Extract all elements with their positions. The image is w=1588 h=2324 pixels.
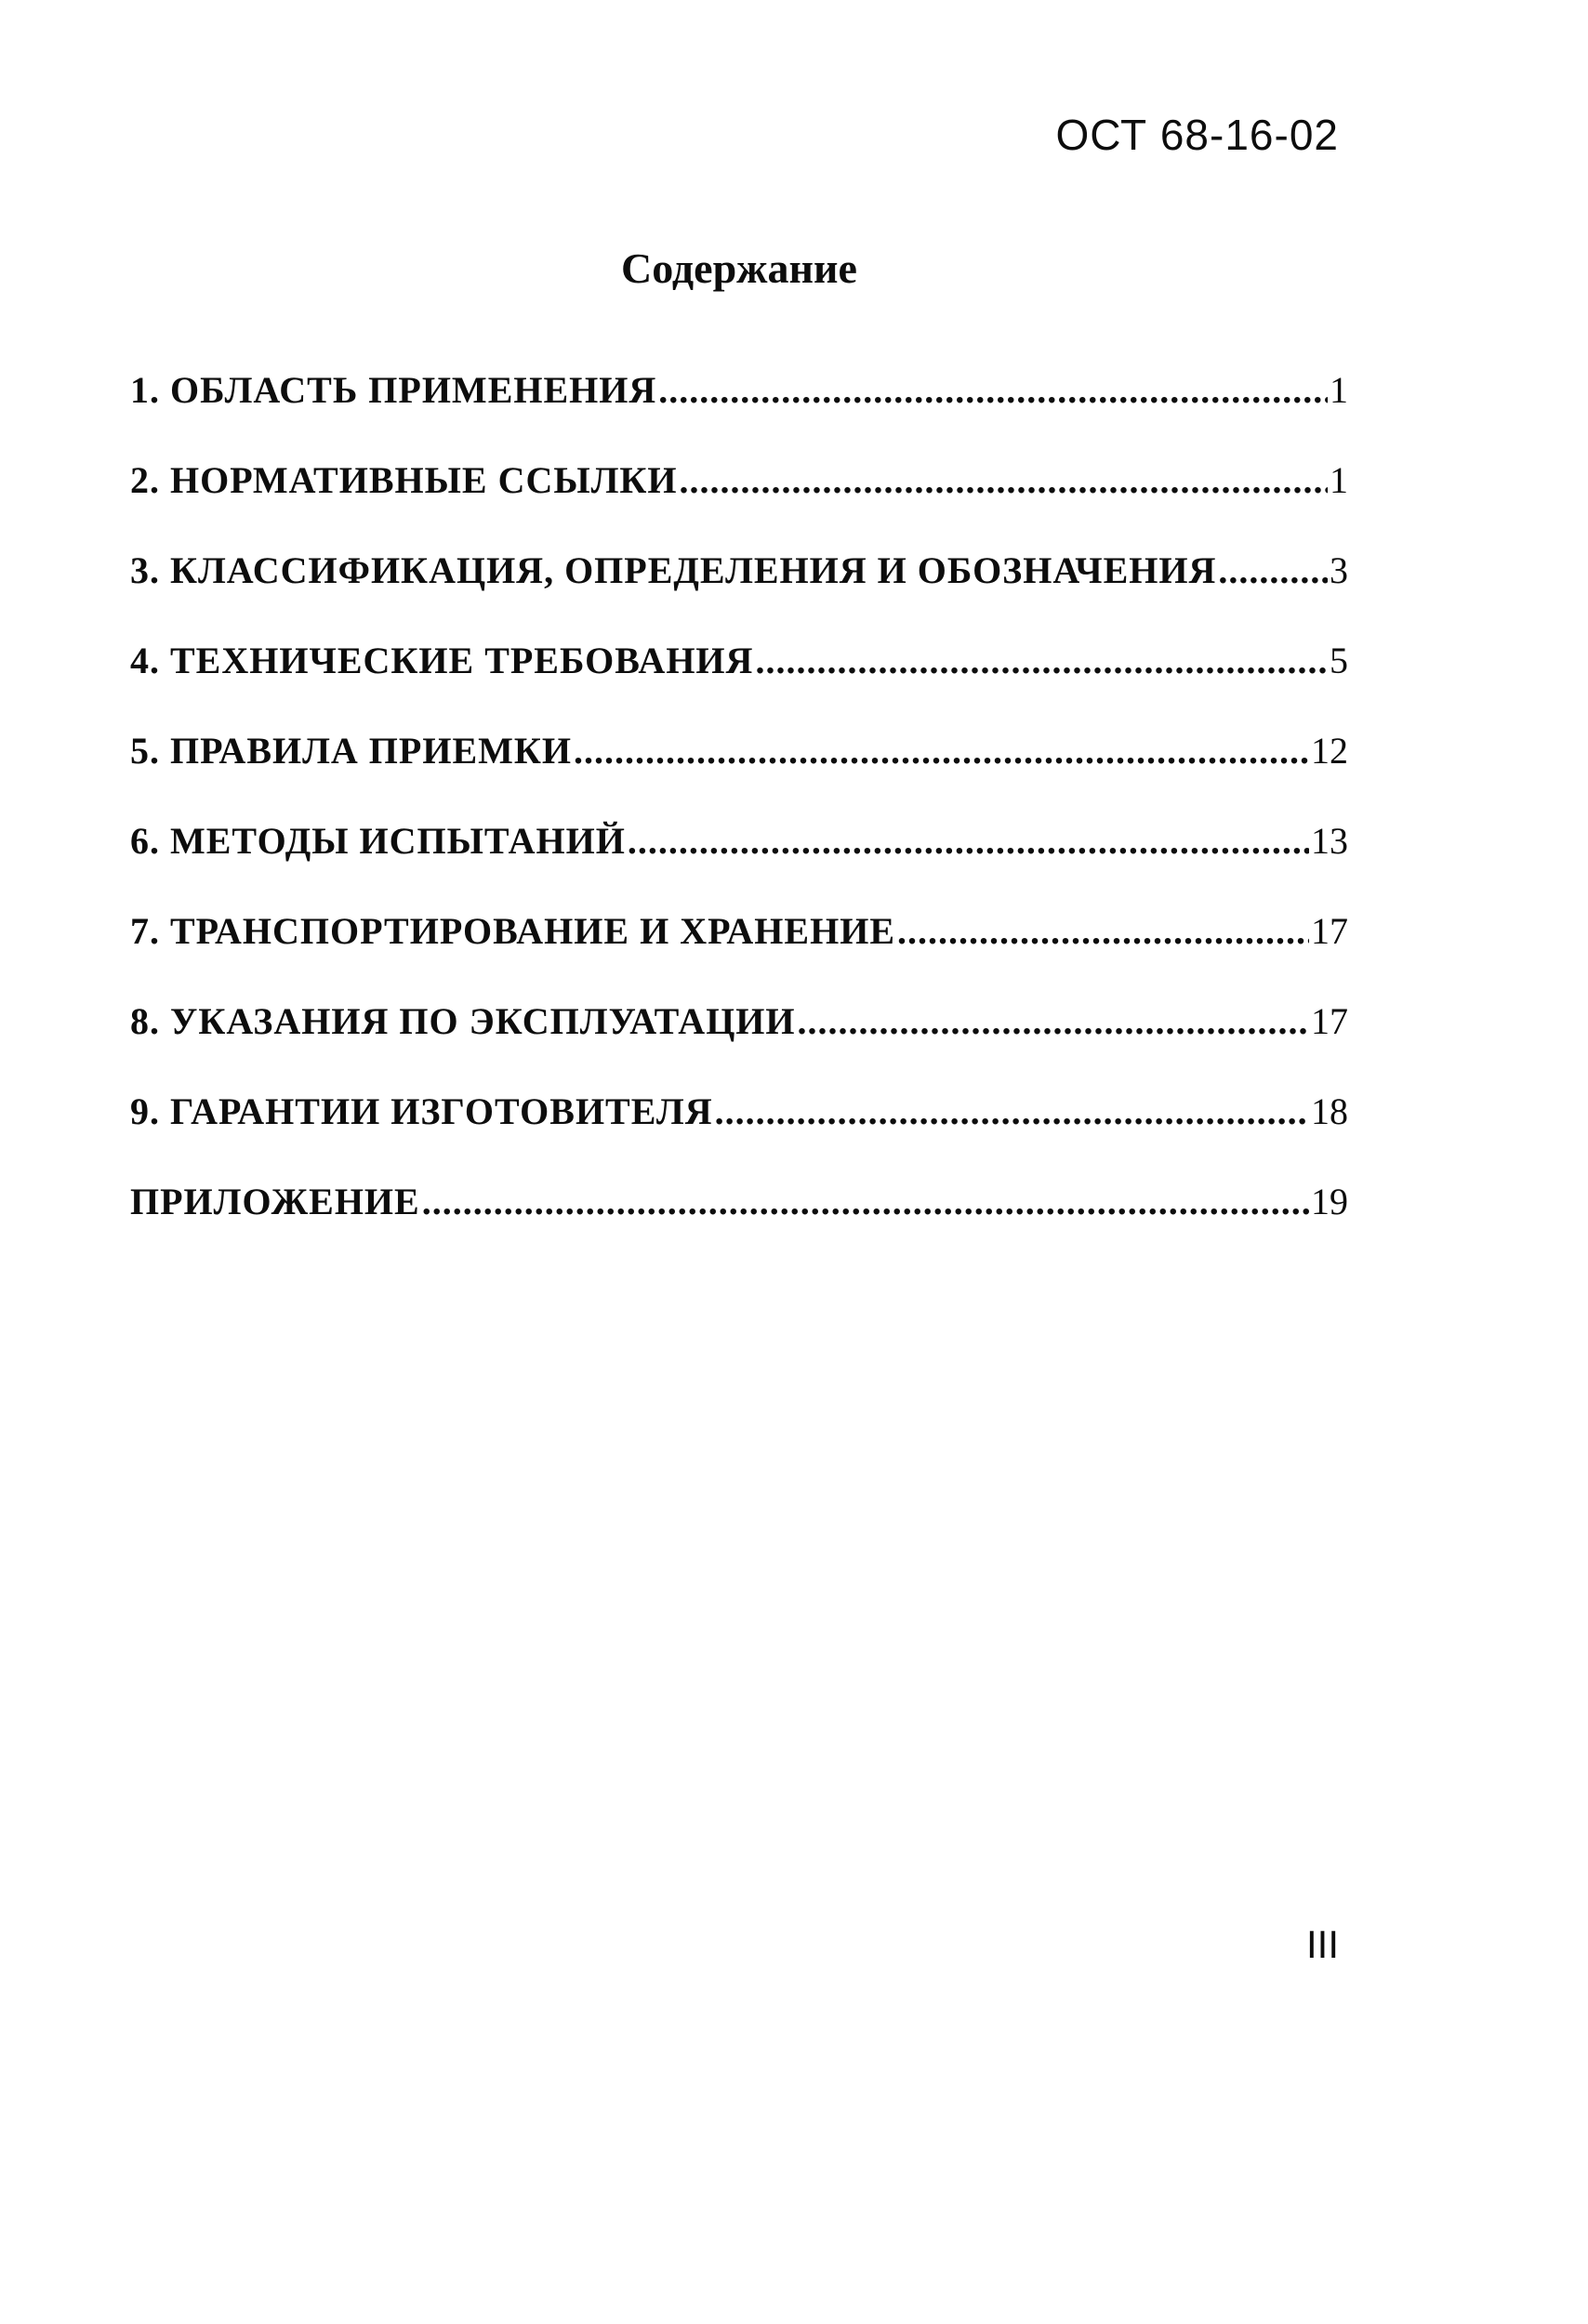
toc-item-page: 18 — [1311, 1090, 1348, 1132]
toc-item-label: 2. НОРМАТИВНЫЕ ССЫЛКИ — [130, 459, 678, 501]
toc-item-page: 1 — [1330, 369, 1348, 411]
toc-leader-dots — [680, 458, 1328, 502]
toc-item-label: 8. УКАЗАНИЯ ПО ЭКСПЛУАТАЦИИ — [130, 1000, 796, 1042]
toc-leader-dots — [897, 909, 1309, 953]
toc-item-label: 9. ГАРАНТИИ ИЗГОТОВИТЕЛЯ — [130, 1090, 713, 1132]
toc-item-page: 13 — [1311, 820, 1348, 862]
toc-item-label: 7. ТРАНСПОРТИРОВАНИЕ И ХРАНЕНИЕ — [130, 910, 895, 952]
toc-item-normative-references[interactable] — [130, 458, 1348, 548]
toc-item-page: 3 — [1330, 549, 1348, 591]
toc-leader-dots — [422, 1180, 1309, 1223]
toc-leader-dots — [798, 999, 1309, 1043]
table-of-contents — [130, 368, 1348, 1270]
toc-leader-dots — [1218, 548, 1328, 592]
toc-item-label: 3. КЛАССИФИКАЦИЯ, ОПРЕДЕЛЕНИЯ И ОБОЗНАЧЕНИЯ — [130, 549, 1217, 591]
toc-item-page: 19 — [1311, 1181, 1348, 1222]
toc-item-scope[interactable] — [130, 368, 1348, 458]
toc-item-page: 5 — [1330, 640, 1348, 681]
toc-item-page: 17 — [1311, 910, 1348, 952]
toc-item-operation-instructions[interactable] — [130, 999, 1348, 1089]
document-code: ОСТ 68-16-02 — [1055, 111, 1339, 159]
toc-item-classification[interactable] — [130, 548, 1348, 639]
toc-item-acceptance-rules[interactable] — [130, 729, 1348, 819]
toc-item-manufacturer-warranty[interactable] — [130, 1089, 1348, 1180]
toc-item-technical-requirements[interactable] — [130, 639, 1348, 729]
toc-item-transport-storage[interactable] — [130, 909, 1348, 999]
page-number: III — [1305, 1922, 1339, 1966]
toc-title: Содержание — [621, 244, 857, 292]
toc-leader-dots — [574, 729, 1309, 772]
toc-item-appendix[interactable] — [130, 1180, 1348, 1270]
toc-item-test-methods[interactable] — [130, 819, 1348, 909]
toc-item-label: 5. ПРАВИЛА ПРИЕМКИ — [130, 730, 573, 772]
toc-leader-dots — [658, 368, 1328, 412]
toc-item-label: ПРИЛОЖЕНИЕ — [130, 1181, 420, 1222]
toc-leader-dots — [628, 819, 1309, 863]
toc-leader-dots — [755, 639, 1328, 682]
toc-item-label: 1. ОБЛАСТЬ ПРИМЕНЕНИЯ — [130, 369, 657, 411]
toc-leader-dots — [715, 1089, 1309, 1133]
toc-item-page: 12 — [1311, 730, 1348, 772]
toc-item-page: 1 — [1330, 459, 1348, 501]
toc-item-label: 6. МЕТОДЫ ИСПЫТАНИЙ — [130, 820, 626, 862]
toc-item-label: 4. ТЕХНИЧЕСКИЕ ТРЕБОВАНИЯ — [130, 640, 754, 681]
toc-item-page: 17 — [1311, 1000, 1348, 1042]
